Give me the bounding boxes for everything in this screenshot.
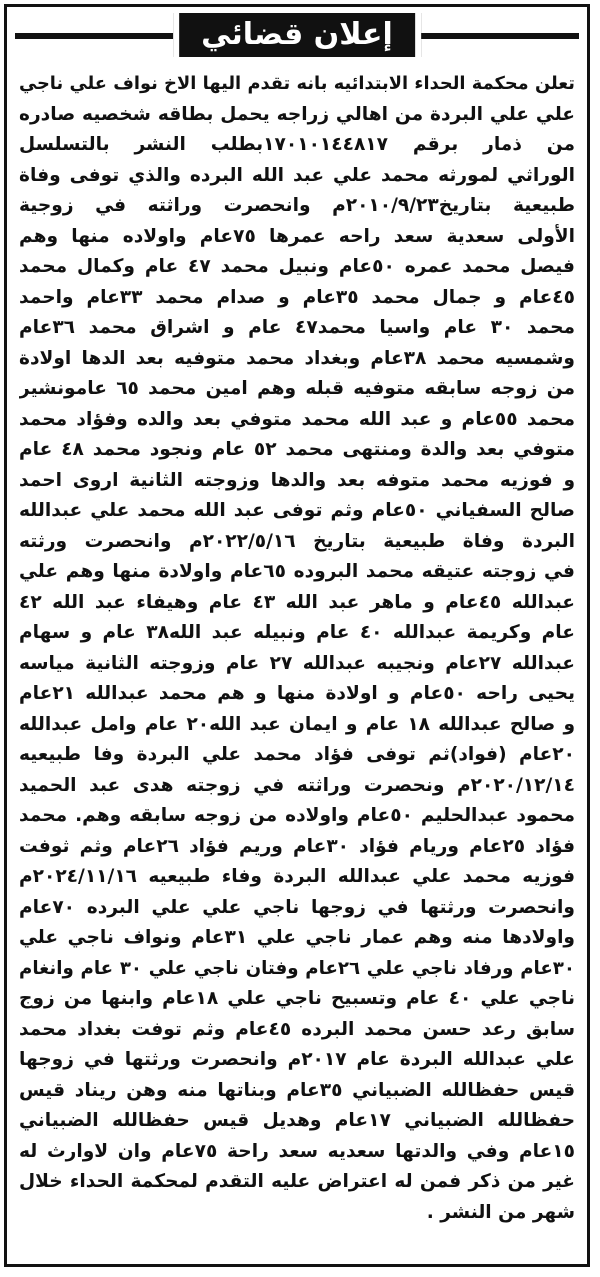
notice-text-line: فؤاد ٢٥عام وريام فؤاد ٣٠عام وريم فؤاد ٢٦عام وثم ثوفت — [19, 835, 575, 857]
notice-text-line: وانحصرت ورثتها في زوجها ناجي علي علي البرده ٧٠عام — [19, 896, 575, 918]
notice-text-line: محمد ٣٠ عام واسيا محمد٤٧ عام و اشراق محمد ٣٦عام — [19, 317, 575, 338]
notice-text-line: ٢٠عام (فواد)ثم توفى فؤاد محمد علي البردة وفا طبيعيه — [19, 744, 575, 765]
notice-text-line: غير من ذكر فمن له اعتراض عليه التقدم لمحكمة الحداء خلال — [19, 1171, 575, 1192]
notice-text-line: عبدالله ٢٧عام ونجيبه عبدالله ٢٧ عام وزوجته الثانية مياسه — [19, 652, 575, 674]
notice-text-line: قيس حفظالله الضبياني ٣٥عام وبناتها منه وهن ريناد قيس — [19, 1079, 575, 1101]
notice-text-line: متوفي بعد والدة ومنتهى محمد ٥٢ عام ونجود محمد ٤٨ عام — [19, 439, 575, 460]
notice-text-line: فوزيه محمد علي عبدالله البردة وفاء طبيعيه ٢٠٢٤/١١/١٦م — [19, 866, 575, 887]
notice-text-line: من زوجه سابقه متوفيه قبله وهم امين محمد ٦٥ عامونشير — [19, 378, 575, 399]
notice-text-line: من ذمار برقم ١٧٠١٠١٤٤٨١٧بطلب النشر بالتسلسل — [19, 134, 575, 155]
notice-text-line: واولادها منه وهم عمار ناجي علي ٣١عام ونواف ناجي علي — [19, 927, 575, 948]
notice-body — [19, 69, 575, 1254]
notice-text-line: حفظالله الضبياني ١٧عام وهديل قيس حفظالله الضبياني — [19, 1110, 575, 1131]
notice-text-line: ٢٠٢٠/١٢/١٤م ونحصرت وراثته في زوجته هدى عبد الحميد — [19, 774, 575, 796]
notice-text-line: ناجي علي ٤٠ عام وتسبيح ناجي علي ١٨عام وابنها من زوج — [19, 988, 575, 1009]
notice-header — [7, 7, 587, 65]
notice-text-line: و صالح عبدالله ١٨ عام و ايمان عبد الله٢٠ عام وامل عبدالله — [19, 713, 575, 735]
notice-text-line: عبدالله ٤٥عام و ماهر عبد الله ٤٣ عام وهيفاء عبد الله ٤٢ — [19, 591, 575, 613]
notice-title: إعلان قضائي — [173, 13, 421, 57]
notice-text-line: الأولى سعدية سعد راحه عمرها ٧٥عام واولاده منها وهم — [19, 225, 575, 247]
notice-text-line: شهر من النشر . — [426, 1201, 575, 1223]
notice-text-line: الوراثي لمورثه محمد علي عبد الله البرده والذي توفى وفاة — [19, 164, 575, 186]
notice-text-line: محمود عبدالحليم ٥٠عام واولاده من زوجه سابقه وهم. محمد — [19, 805, 575, 826]
notice-text-line: علي عبدالله البردة عام ٢٠١٧م وانحصرت ورثتها في زوجها — [19, 1049, 575, 1070]
notice-text-line: صالح السفياني ٥٠عام وثم توفى عبد الله محمد علي عبدالله — [19, 500, 575, 521]
notice-text-line: وشمسيه محمد ٣٨عام وبغداد محمد متوفيه بعد الدها اولادة — [19, 347, 575, 369]
notice-text-line: ٣٠عام ورفاد ناجي علي ٢٦عام وفتان ناجي علي ٣٠ عام وانغام — [19, 957, 575, 979]
notice-text-line: البردة وفاة طبيعية بتاريخ ٢٠٢٢/٥/١٦م وانحصرت ورثته — [19, 530, 575, 552]
notice-text-line: طبيعية بتاريخ٢٠١٠/٩/٢٣م وانحصرت وراثته في زوجية — [19, 195, 575, 216]
notice-text-line: محمد ٥٥عام و عبد الله محمد متوفي بعد والده وفؤاد محمد — [19, 408, 575, 430]
notice-text-line: تعلن محكمة الحداء الابتدائيه بانه تقدم اليها الاخ نواف علي ناجي — [19, 73, 575, 94]
notice-text-line: في زوجته عتيقه محمد البروده ٦٥عام واولادة منها وهم علي — [19, 561, 575, 582]
notice-text-line: سابق رعد حسن محمد البرده ٤٥عام وثم توفت بغداد محمد — [19, 1018, 575, 1040]
judicial-notice — [4, 4, 590, 1267]
notice-text-line: فيصل محمد عمره ٥٠عام ونبيل محمد ٤٧ عام وكمال محمد — [19, 256, 575, 277]
notice-text-line: يحيى راحه ٥٠عام و اولادة منها و هم محمد عبدالله ٢١عام — [19, 683, 575, 704]
notice-text-line: ١٥عام وفي والدتها سعديه سعد راحة ٧٥عام وان لاوارث له — [19, 1140, 575, 1162]
notice-text-line: ٤٥عام و جمال محمد ٣٥عام و صدام محمد ٣٣عام واحمد — [19, 286, 575, 308]
notice-text-line: و فوزيه محمد متوفه بعد والدها وزوجته الثانية اروى احمد — [19, 469, 575, 491]
notice-text-line: علي علي البردة من اهالي زراجه يحمل بطاقه شخصيه صادره — [19, 103, 575, 125]
notice-text-line: عام وكريمة عبدالله ٤٠ عام ونبيله عبد الله٣٨ عام و سهام — [19, 622, 575, 643]
